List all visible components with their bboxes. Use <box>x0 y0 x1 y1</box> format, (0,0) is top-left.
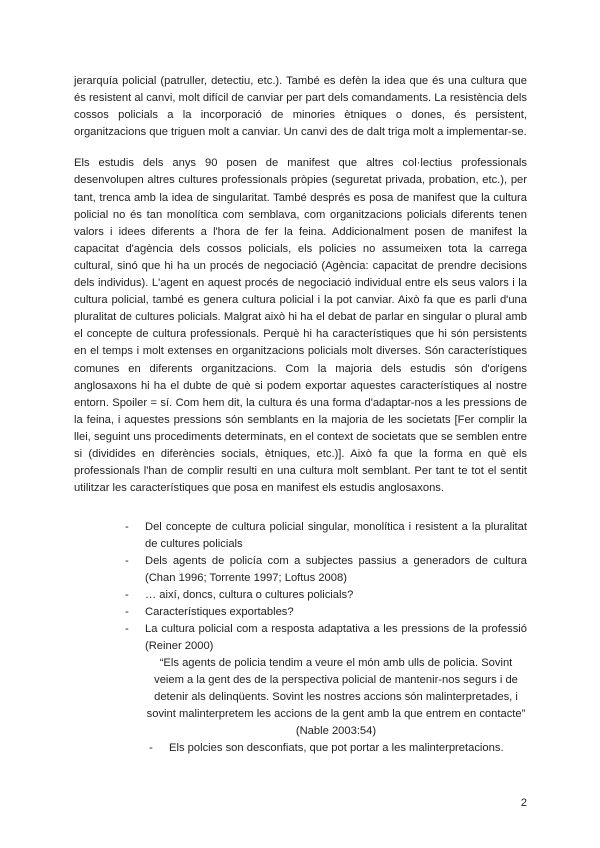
bullet-text: Del concepte de cultura policial singular, monolítica i resistent a la pluralitat de cultures policials <box>145 521 527 551</box>
bullet-text: La cultura policial com a resposta adaptativa a les pressions de la professió (Reiner 2000) <box>145 623 527 653</box>
list-item <box>74 519 527 553</box>
page-number: 2 <box>520 797 527 809</box>
document-page <box>74 73 527 757</box>
bullet-text: … així, doncs, cultura o cultures policials? <box>145 589 354 602</box>
bullet-dash: - <box>125 589 129 602</box>
paragraph-1: jerarquía policial (patruller, detectiu, etc.). També es defèn la idea que és una cultura que és resistent al canvi, molt difícil de canviar per part dels comandaments. La resistència dels cossos policials a la incorporació de minories ètniques o dones, és persistent, organitzacions que triguen molt a canviar. Un canvi des de dalt triga molt a implementar-se. <box>74 75 527 139</box>
bullet-dash: - <box>125 555 129 568</box>
list-item <box>74 587 527 604</box>
bullet-list <box>74 519 527 655</box>
list-item <box>74 740 527 757</box>
sub-bullet-text: Els polcies son desconfiats, que pot portar a les malinterpretacions. <box>169 742 504 755</box>
list-item <box>74 553 527 587</box>
bullet-dash: - <box>125 623 129 636</box>
list-item <box>74 604 527 621</box>
bullet-text: Dels agents de policía com a subjectes passius a generadors de cultura (Chan 1996; Torrente 1997; Loftus 2008) <box>145 555 527 585</box>
bullet-dash: - <box>125 606 129 619</box>
bullet-text: Característiques exportables? <box>145 606 294 619</box>
bullet-dash: - <box>125 521 129 534</box>
list-item <box>74 621 527 655</box>
block-quote: “Els agents de policia tendim a veure el món amb ulls de policia. Sovint veiem a la gent des de la perspectiva policial de mantenir-nos segurs i de detenir als delinqüents. Sovint les nostres accions són malinterpretades, i sovint malinterpretem les accions de la gent amb la que entrem en contacte” (Nable 2003:54) <box>146 657 526 738</box>
sub-bullet-list <box>74 740 527 757</box>
bullet-dash: - <box>149 742 153 755</box>
paragraph-2: Els estudis dels anys 90 posen de manifest que altres col·lectius professionals desenvolupen altres cultures professionals pròpies (seguretat privada, probation, etc.), per tant, trenca amb la idea de singularitat. També després es posa de manifest que la cultura policial no és tan monolítica com semblava, com organitzacions policials diferents tenen valors i idees diferents a l'hora de fer la feina. Addicionalment posen de manifest la capacitat d'agència dels cossos policials, els policies no assumeixen tota la carrega cultural, sinó que hi ha un procés de negociació (Agència: capacitat de prendre decisions dels individus). L'agent en aquest procés de negociació individual entre els seus valors i la cultura policial, també es genera cultura policial i la pot canviar. Això fa que es parli d'una pluralitat de cultures policials. Malgrat això hi ha el debat de parlar en singular o plural amb el concepte de cultura professionals. Perquè hi ha característiques que hi són persistents en el temps i molt extenses en organitzacions policials molt diverses. Són característiques comunes en diferents organitzacions. Com la majoria dels estudis són d'orígens anglosaxons hi ha el dubte de què si podem exportar aquestes característiques al nostre entorn. Spoiler = sí. Com hem dit, la cultura és una forma d'adaptar-nos a les pressions de la feina, i aquestes pressions són semblants en la majoria de les societats [Fer complir la llei, seguint uns procediments determinats, en el context de societats que se semblen entre si (dividides en diferències socials, ètniques, etc.)]. Això fa que la forma en què els professionals l'han de complir resulti en una cultura molt semblant. Per tant te tot el sentit utilitzar les característiques que posa en manifest els estudis anglosaxons. <box>74 157 527 495</box>
